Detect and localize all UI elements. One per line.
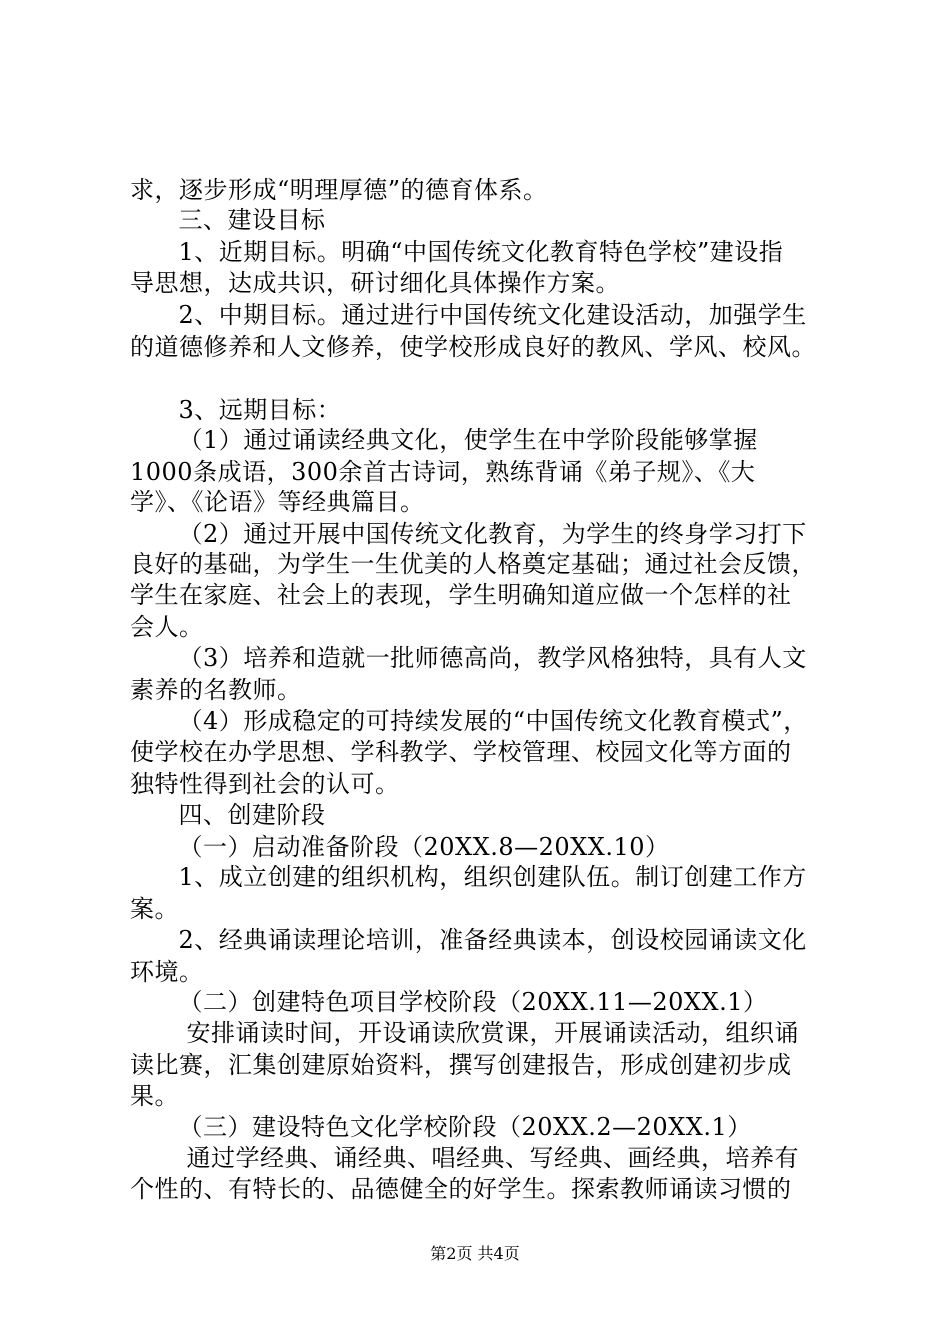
text-line: 的道德修养和人文修养，使学校形成良好的教风、学风、校风。 bbox=[130, 333, 816, 361]
text-line: 2、经典诵读理论培训，准备经典读本，创设校园诵读文化 bbox=[154, 926, 807, 954]
text-line: 2、中期目标。通过进行中国传统文化建设活动，加强学生 bbox=[154, 301, 807, 329]
text-line: 求，逐步形成“明理厚德”的德育体系。 bbox=[130, 176, 548, 204]
text-line: 良好的基础，为学生一生优美的人格奠定基础；通过社会反馈， bbox=[130, 550, 816, 578]
text-line: 1、近期目标。明确“中国传统文化教育特色学校”建设指 bbox=[154, 238, 784, 266]
text-line: 通过学经典、诵经典、唱经典、写经典、画经典，培养有 bbox=[162, 1144, 799, 1172]
text-line: （二）创建特色项目学校阶段（20XX.11—20XX.1） bbox=[166, 988, 768, 1016]
text-line bbox=[130, 362, 830, 392]
text-line: 独特性得到社会的认可。 bbox=[130, 770, 400, 798]
text-line: （一）启动准备阶段（20XX.8—20XX.10） bbox=[166, 833, 670, 861]
text-line: （1）通过诵读经典文化，使学生在中学阶段能够掌握 bbox=[166, 426, 758, 454]
text-line: 1、成立创建的组织机构，组织创建队伍。制订创建工作方 bbox=[154, 863, 807, 891]
text-line: 学生在家庭、社会上的表现，学生明确知道应做一个怎样的社 bbox=[130, 581, 792, 609]
text-line: 三、建设目标 bbox=[154, 206, 326, 234]
text-line: 使学校在办学思想、学科教学、学校管理、校园文化等方面的 bbox=[130, 738, 792, 766]
text-line: 会人。 bbox=[130, 613, 204, 641]
text-line: （4）形成稳定的可持续发展的“中国传统文化教育模式”， bbox=[166, 707, 808, 735]
text-line: 读比赛，汇集创建原始资料，撰写创建报告，形成创建初步成 bbox=[130, 1051, 792, 1079]
text-line: 3、远期目标： bbox=[154, 396, 342, 424]
text-line: 安排诵读时间，开设诵读欣赏课，开展诵读活动，组织诵 bbox=[162, 1019, 799, 1047]
text-line: 素养的名教师。 bbox=[130, 676, 302, 704]
text-line: 导思想，达成共识，研讨细化具体操作方案。 bbox=[130, 269, 620, 297]
text-line: 环境。 bbox=[130, 958, 204, 986]
text-line: （三）建设特色文化学校阶段（20XX.2—20XX.1） bbox=[166, 1113, 752, 1141]
text-line: 学》、《论语》等经典篇目。 bbox=[130, 488, 425, 516]
text-line: 果。 bbox=[130, 1082, 179, 1110]
text-line: 1000条成语，300余首古诗词，熟练背诵《弟子规》、《大 bbox=[130, 458, 756, 486]
text-line: （3）培养和造就一批师德高尚，教学风格独特，具有人文 bbox=[166, 644, 807, 672]
text-line: 个性的、有特长的、品德健全的好学生。探索教师诵读习惯的 bbox=[130, 1175, 792, 1203]
page-footer: 第2页 共4页 bbox=[430, 1244, 520, 1263]
text-line: 四、创建阶段 bbox=[154, 801, 326, 829]
text-line: 案。 bbox=[130, 895, 179, 923]
text-line: （2）通过开展中国传统文化教育，为学生的终身学习打下 bbox=[166, 520, 807, 548]
